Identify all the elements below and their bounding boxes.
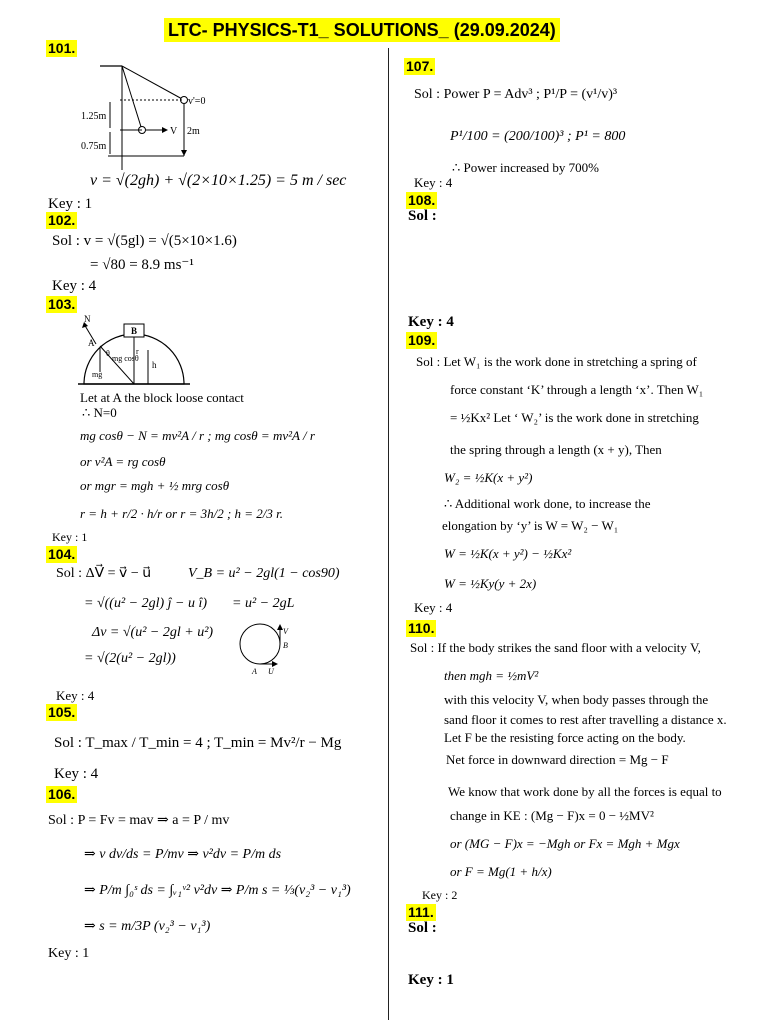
diagram-label-v-top: v'=0 bbox=[188, 96, 206, 107]
key-107: Key : 4 bbox=[414, 175, 453, 190]
sol-106-line3: ⇒ P/m ∫₀ˢ ds = ∫ᵥ₁ᵛ² v²dv ⇒ P/m s = ⅓(v₂³ − v₁³) bbox=[84, 883, 351, 898]
key-109: Key : 4 bbox=[414, 600, 453, 615]
question-number-105: 105. bbox=[48, 704, 76, 720]
sol-109-line6: ∴ Additional work done, to increase the bbox=[444, 496, 651, 511]
sol-103-line5: or mgr = mgh + ½ mrg cosθ bbox=[80, 478, 230, 493]
sol-105-line1: Sol : T_max / T_min = 4 ; T_min = Mv²/r − Mg bbox=[54, 735, 342, 751]
question-number-110: 110. bbox=[408, 620, 435, 636]
sol-109-line2: force constant ‘K’ through a length ‘x’. Then W₁ bbox=[450, 382, 704, 397]
sol-106-line1: Sol : P = Fv = mav ⇒ a = P / mv bbox=[48, 813, 230, 828]
sol-109-line7: elongation by ‘y’ is W = W₂ − W₁ bbox=[442, 518, 619, 533]
hemisphere-diagram bbox=[78, 314, 190, 386]
sol-110-line4: sand floor it comes to rest after travelling a distance x. bbox=[444, 712, 727, 727]
eq-101: v = √(2gh) + √(2×10×1.25) = 5 m / sec bbox=[90, 172, 347, 189]
diagram-label-v: V bbox=[170, 126, 178, 137]
sol-104-line2b: = u² − 2gL bbox=[232, 596, 295, 611]
diagram-label-r: r bbox=[136, 347, 139, 356]
diagram-label-a: A bbox=[88, 338, 95, 348]
sol-109-line1: Sol : Let W₁ is the work done in stretching a spring of bbox=[416, 354, 697, 369]
sol-103-line1: Let at A the block loose contact bbox=[80, 390, 244, 405]
sol-110-line6: Net force in downward direction = Mg − F bbox=[446, 752, 669, 767]
key-108: Key : 4 bbox=[408, 314, 454, 330]
question-number-107: 107. bbox=[406, 58, 434, 74]
sol-103-line2: ∴ N=0 bbox=[82, 405, 117, 420]
diagram-label-mg: mg bbox=[92, 370, 103, 379]
sol-109-line8: W = ½K(x + y²) − ½Kx² bbox=[444, 546, 572, 561]
diagram-label-h: h bbox=[152, 360, 157, 370]
sol-104-line2: = √((u² − 2gl) ĵ − u î) bbox=[84, 596, 208, 611]
pendulum-diagram bbox=[80, 58, 230, 170]
question-number-102: 102. bbox=[48, 212, 76, 228]
sol-109-line3: = ½Kx² Let ‘ W₂’ is the work done in stretching bbox=[450, 410, 699, 425]
sol-104-line1b: V_B = u² − 2gl(1 − cos90) bbox=[188, 566, 340, 581]
sol-110-line7: We know that work done by all the forces is equal to bbox=[448, 784, 722, 799]
sol-106-line4: ⇒ s = m/3P (v₂³ − v₁³) bbox=[84, 919, 211, 934]
sol-109-line4: the spring through a length (x + y), Then bbox=[450, 442, 662, 457]
diagram-label-mgcos: mg cosθ bbox=[112, 354, 139, 363]
sol-103-line6: r = h + r/2 · h/r or r = 3h/2 ; h = 2/3 r. bbox=[80, 506, 284, 521]
diagram-label-h3: 0.75m bbox=[81, 141, 107, 152]
circle-motion-diagram bbox=[236, 620, 296, 678]
key-106: Key : 1 bbox=[48, 946, 90, 961]
key-110: Key : 2 bbox=[422, 888, 458, 902]
sol-102-line2: = √80 = 8.9 ms⁻¹ bbox=[90, 257, 194, 273]
sol-110-line1: Sol : If the body strikes the sand floor with a velocity V, bbox=[410, 640, 701, 655]
question-number-101: 101. bbox=[48, 40, 76, 56]
key-104: Key : 4 bbox=[56, 688, 95, 703]
question-number-106: 106. bbox=[48, 786, 76, 802]
diagram-label-n: N bbox=[84, 314, 91, 324]
sol-107-line1: Sol : Power P = Adv³ ; P¹/P = (v¹/v)³ bbox=[414, 87, 618, 102]
key-105: Key : 4 bbox=[54, 766, 99, 782]
question-number-111: 111. bbox=[408, 904, 434, 920]
sol-110-line10: or F = Mg(1 + h/x) bbox=[450, 864, 552, 879]
sol-104-line4: = √(2(u² − 2gl)) bbox=[84, 651, 176, 666]
diagram-label-h1: 1.25m bbox=[81, 111, 107, 122]
sol-102-line1: Sol : v = √(5gl) = √(5×10×1.6) bbox=[52, 233, 237, 249]
diagram-label-a: A bbox=[252, 667, 257, 676]
sol-110-line8: change in KE : (Mg − F)x = 0 − ½MV² bbox=[450, 808, 654, 823]
key-111: Key : 1 bbox=[408, 972, 454, 988]
sol-110-line2: then mgh = ½mV² bbox=[444, 668, 539, 683]
sol-111: Sol : bbox=[408, 920, 437, 936]
sol-103-line3: mg cosθ − N = mv²A / r ; mg cosθ = mv²A / r bbox=[80, 428, 315, 443]
diagram-label-h2: 2m bbox=[187, 126, 200, 137]
sol-108: Sol : bbox=[408, 208, 437, 224]
sol-110-line3: with this velocity V, when body passes through the bbox=[444, 692, 709, 707]
sol-109-line5: W₂ = ½K(x + y²) bbox=[444, 470, 533, 485]
question-number-104: 104. bbox=[48, 546, 76, 562]
sol-110-line5: Let F be the resisting force acting on the body. bbox=[444, 730, 686, 745]
sol-110-line9: or (MG − F)x = −Mgh or Fx = Mgh + Mgx bbox=[450, 836, 680, 851]
sol-103-line4: or v²A = rg cosθ bbox=[80, 454, 166, 469]
diagram-label-v: V bbox=[283, 627, 288, 636]
question-number-109: 109. bbox=[408, 332, 436, 348]
sol-104-line3: Δv = √(u² − 2gl + u²) bbox=[92, 625, 214, 640]
key-103: Key : 1 bbox=[52, 530, 88, 544]
diagram-label-b: B bbox=[131, 326, 138, 336]
diagram-label-theta: θ bbox=[106, 349, 110, 358]
key-101: Key : 1 bbox=[48, 196, 93, 212]
page-title: LTC- PHYSICS-T1_ SOLUTIONS_ (29.09.2024) bbox=[164, 18, 560, 42]
sol-107-line3: ∴ Power increased by 700% bbox=[452, 160, 599, 175]
question-number-103: 103. bbox=[48, 296, 76, 312]
sol-107-line2: P¹/100 = (200/100)³ ; P¹ = 800 bbox=[450, 129, 626, 144]
sol-106-line2: ⇒ v dv/ds = P/mv ⇒ v²dv = P/m ds bbox=[84, 847, 282, 862]
sol-109-line9: W = ½Ky(y + 2x) bbox=[444, 576, 537, 591]
column-divider bbox=[388, 48, 389, 1020]
diagram-label-b: B bbox=[283, 641, 288, 650]
sol-104-line1: Sol : ΔV⃗ = v⃗ − u⃗ bbox=[56, 566, 152, 581]
diagram-label-u: U bbox=[268, 667, 274, 676]
question-number-108: 108. bbox=[408, 192, 436, 208]
key-102: Key : 4 bbox=[52, 278, 97, 294]
